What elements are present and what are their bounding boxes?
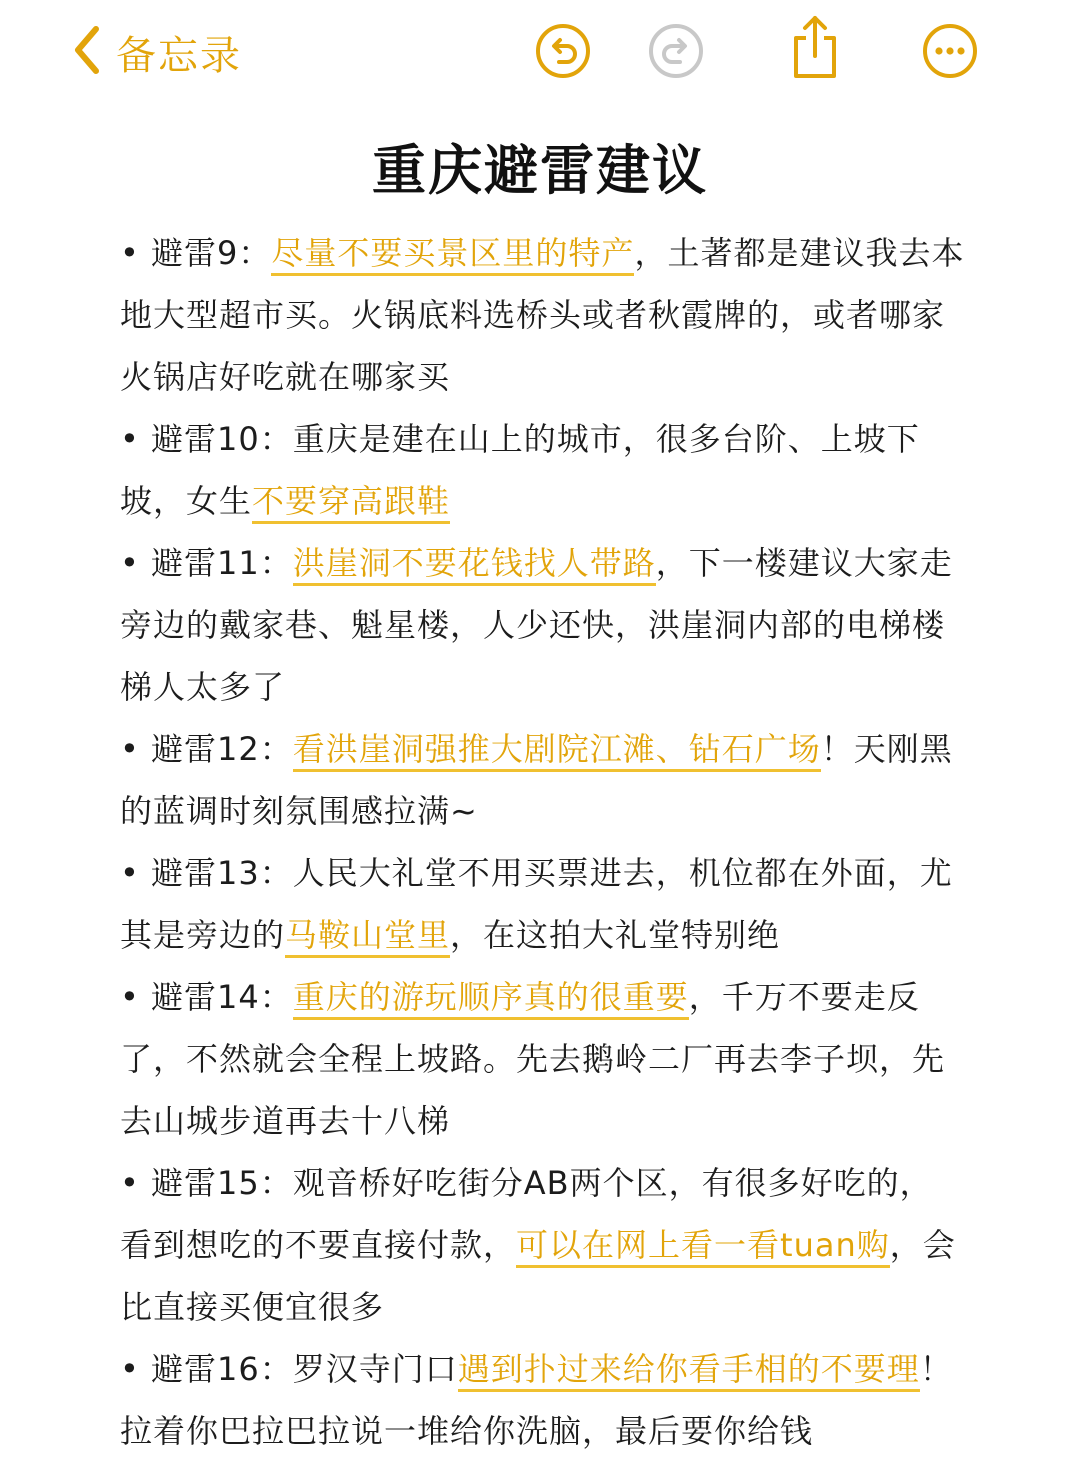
undo-button[interactable]	[534, 24, 592, 82]
highlighted-text: 遇到扑过来给你看手相的不要理	[458, 1350, 920, 1392]
redo-button[interactable]	[647, 24, 705, 82]
list-item: • 避雷9：尽量不要买景区里的特产，土著都是建议我去本地大型超市买。火锅底料选桥头或者秋霞牌的，或者哪家火锅店好吃就在哪家买	[120, 234, 965, 396]
list-item: • 避雷14：重庆的游玩顺序真的很重要，千万不要走反了，不然就会全程上坡路。先去鹅岭二厂再去李子坝，先去山城步道再去十八梯	[120, 978, 946, 1140]
note-body[interactable]	[120, 222, 965, 1462]
list-item: • 避雷15：观音桥好吃街分AB两个区，有很多好吃的，看到想吃的不要直接付款，可以在网上看一看tuan购，会比直接买便宜很多	[120, 1164, 956, 1326]
list-item: • 避雷13：人民大礼堂不用买票进去，机位都在外面，尤其是旁边的马鞍山堂里，在这拍大礼堂特别绝	[120, 842, 965, 966]
more-icon	[921, 22, 979, 84]
top-toolbar	[0, 0, 1080, 110]
highlighted-text: 尽量不要买景区里的特产	[271, 234, 634, 276]
highlighted-text: 看洪崖洞强推大剧院江滩、钻石广场	[293, 730, 821, 772]
highlighted-text: 可以在网上看一看tuan购	[516, 1226, 890, 1268]
share-button[interactable]	[786, 16, 844, 82]
list-item: • 避雷16：罗汉寺门口遇到扑过来给你看手相的不要理！拉着你巴拉巴拉说一堆给你洗脑，最后要你给钱	[120, 1350, 953, 1450]
highlighted-text: 洪崖洞不要花钱找人带路	[293, 544, 656, 586]
back-label: 备忘录	[116, 32, 242, 79]
list-item: • 避雷10：重庆是建在山上的城市，很多台阶、上坡下坡，女生不要穿高跟鞋	[120, 408, 965, 532]
more-button[interactable]	[921, 24, 979, 82]
highlighted-text: 重庆的游玩顺序真的很重要	[293, 978, 689, 1020]
share-icon	[788, 14, 842, 84]
note-title: 重庆避雷建议	[372, 139, 708, 202]
highlighted-text: 马鞍山堂里	[285, 916, 450, 958]
list-item: • 避雷11：洪崖洞不要花钱找人带路，下一楼建议大家走旁边的戴家巷、魁星楼，人少还快，洪崖洞内部的电梯楼梯人太多了	[120, 544, 953, 706]
back-button[interactable]	[72, 22, 242, 82]
highlighted-text: 不要穿高跟鞋	[252, 482, 450, 524]
chevron-left-icon	[72, 25, 102, 79]
list-item: • 避雷12：看洪崖洞强推大剧院江滩、钻石广场！天刚黑的蓝调时刻氛围感拉满~	[120, 730, 953, 830]
undo-icon	[534, 22, 592, 84]
redo-icon	[647, 22, 705, 84]
